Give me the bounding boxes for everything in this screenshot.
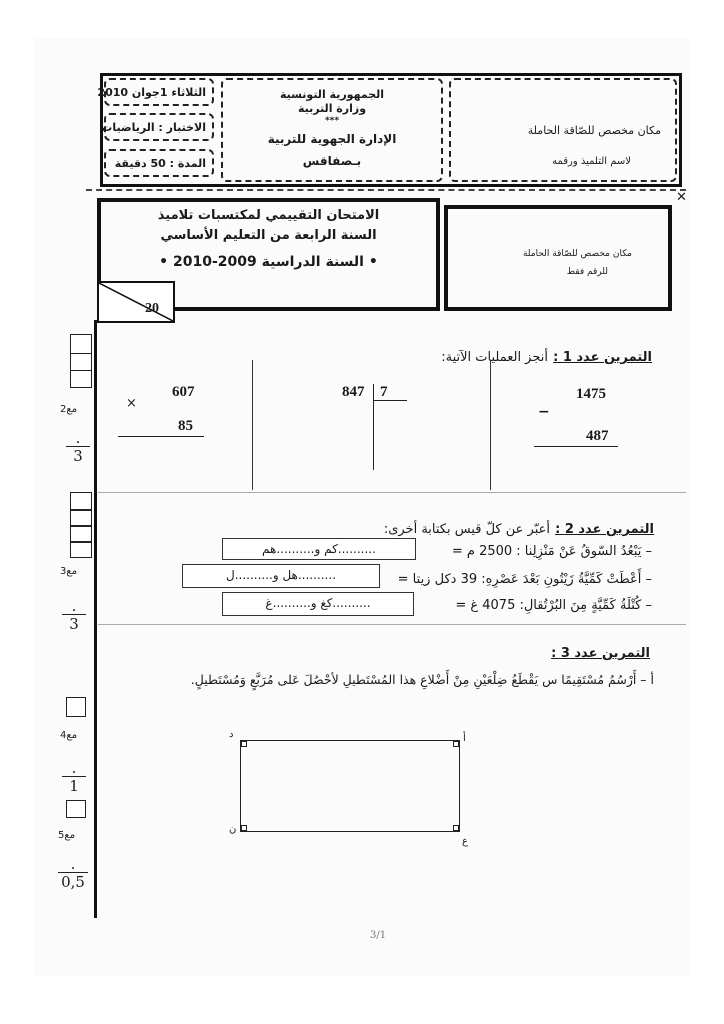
grade-box[interactable]: [70, 334, 92, 354]
sub-top: 1475: [576, 386, 606, 402]
vertex-label-top-left: د: [229, 729, 234, 740]
criterion-label: مع2: [60, 404, 78, 415]
sub-bottom: 487: [586, 428, 609, 444]
score-divider: [99, 283, 173, 321]
mult-operator: ×: [126, 396, 137, 411]
sub-operator: −: [538, 404, 550, 420]
criterion-score: . 0,5: [58, 858, 88, 891]
criterion-score: . 3: [62, 600, 86, 633]
mult-top: 607: [172, 384, 195, 400]
date-box: [97, 78, 214, 106]
criterion-label: مع3: [60, 566, 78, 577]
mult-line: [118, 436, 204, 437]
exam-subject: الاختبار : الرياضيات: [101, 121, 206, 134]
exercise2-instruction: أعبّر عن كلّ قيس بكتابة أخرى:: [383, 522, 550, 537]
criterion-label: مع4: [60, 730, 78, 741]
grade-box[interactable]: [70, 353, 92, 371]
answer-field-2[interactable]: ..........هل و..........ل: [182, 564, 380, 588]
right-angle-mark: [241, 825, 247, 831]
exercise2-item2: – أَعْطَتْ كَمِّيَّةُ زَيْتُونِ بَعْدَ عَصْرِهِ: 39 دكل زيتا =: [397, 572, 652, 587]
subject-box: [101, 113, 214, 141]
exercise3-title: التمرين عدد 3 :: [551, 646, 650, 661]
duration-box: [104, 149, 214, 177]
exam-title-line2: السنة الرابعة من التعليم الأساسي: [160, 228, 377, 243]
div-divisor: 7: [380, 384, 388, 400]
exam-duration: المدة : 50 دقيقة: [114, 157, 206, 170]
total-score: 20: [145, 301, 159, 316]
grade-box[interactable]: [66, 697, 86, 717]
right-angle-mark: [453, 825, 459, 831]
grade-box[interactable]: [70, 370, 92, 388]
section-separator: [98, 624, 686, 625]
sticker-place-label-2: مكان مخصص للصّاقة الحاملة: [522, 249, 632, 259]
div-bracket-vertical: [373, 384, 374, 470]
grade-box[interactable]: [70, 492, 92, 510]
mult-bottom: 85: [178, 418, 193, 434]
exercise1-instruction: أنجز العمليات الآتية:: [441, 350, 548, 365]
answer-field-3[interactable]: ..........كغ و..........غ: [222, 592, 414, 616]
exercise1-title: التمرين عدد 1 :: [553, 350, 652, 365]
cut-line: [86, 189, 686, 191]
city-name: بـصفاقس: [302, 154, 362, 168]
grade-box[interactable]: [70, 526, 92, 542]
rectangle-figure: [240, 740, 460, 832]
column-divider: [252, 360, 253, 490]
exercise2-heading: [384, 518, 654, 537]
total-score-box: [97, 281, 175, 323]
ministry-name: وزارة التربية: [297, 102, 367, 115]
sticker-box-top: [449, 78, 677, 182]
right-angle-mark: [453, 741, 459, 747]
sticker-box-bottom: [444, 205, 672, 311]
number-only-label: للرقم فقط: [566, 267, 608, 277]
vertex-label-top-right: أ: [463, 733, 466, 744]
sub-line: [534, 446, 618, 447]
answer-field-1[interactable]: ..........كم و..........هم: [222, 538, 416, 560]
criterion-score: . 3: [66, 432, 90, 465]
sticker-place-label: مكان مخصص للصّاقة الحاملة: [527, 124, 661, 137]
vertex-label-bottom-left: ن: [229, 824, 237, 835]
column-divider: [490, 360, 491, 490]
right-angle-mark: [241, 741, 247, 747]
institution-box: [221, 78, 443, 182]
header-stars: ***: [324, 116, 340, 126]
criterion-score: . 1: [62, 762, 86, 795]
exercise2-item1: – يَبْعُدُ السّوقُ عَنْ مَنْزِلِنا : 2500 م =: [451, 544, 652, 559]
school-year: • السنة الدراسية 2009-2010 •: [159, 254, 378, 270]
div-dividend: 847: [342, 384, 365, 400]
vertex-label-bottom-right: ع: [462, 836, 468, 847]
div-bracket-horizontal: [373, 400, 407, 401]
criterion-label: مع5: [58, 830, 76, 841]
exam-title-line1: الامتحان التقييمي لمكتسبات تلاميذ: [157, 208, 380, 223]
grade-box[interactable]: [66, 800, 86, 818]
exercise3-instruction: أ – أَرْسُمُ مُسْتَقِيمًا س يَقْطَعُ ضِلْعَيْنِ مِنْ أَضْلاعِ هذا المُسْتَطيلِ لأحْصُلَ عَلى مُرَبَّعٍ وَمُسْتَطيلٍ.: [190, 672, 654, 687]
exercise1-heading: [441, 346, 652, 365]
grade-box[interactable]: [70, 542, 92, 558]
grade-box[interactable]: [70, 510, 92, 526]
exam-date: الثلاثاء 1جوان 2010: [97, 86, 206, 99]
page-number: 3/1: [370, 930, 387, 941]
exercise2-title: التمرين عدد 2 :: [555, 522, 654, 537]
student-name-label: لاسم التلميذ ورقمه: [552, 156, 631, 167]
margin-line: [94, 320, 97, 918]
republic-name: الجمهورية التونسية: [279, 88, 385, 101]
exercise2-item3: – كُتْلَةُ كَمِّيَّةٍ مِنَ البُرْتُقالِ: 4075 غ =: [455, 598, 652, 613]
regional-directorate: الإدارة الجهوية للتربية: [267, 132, 397, 146]
section-separator: [98, 492, 686, 493]
cut-mark-icon: ✕: [676, 190, 687, 205]
